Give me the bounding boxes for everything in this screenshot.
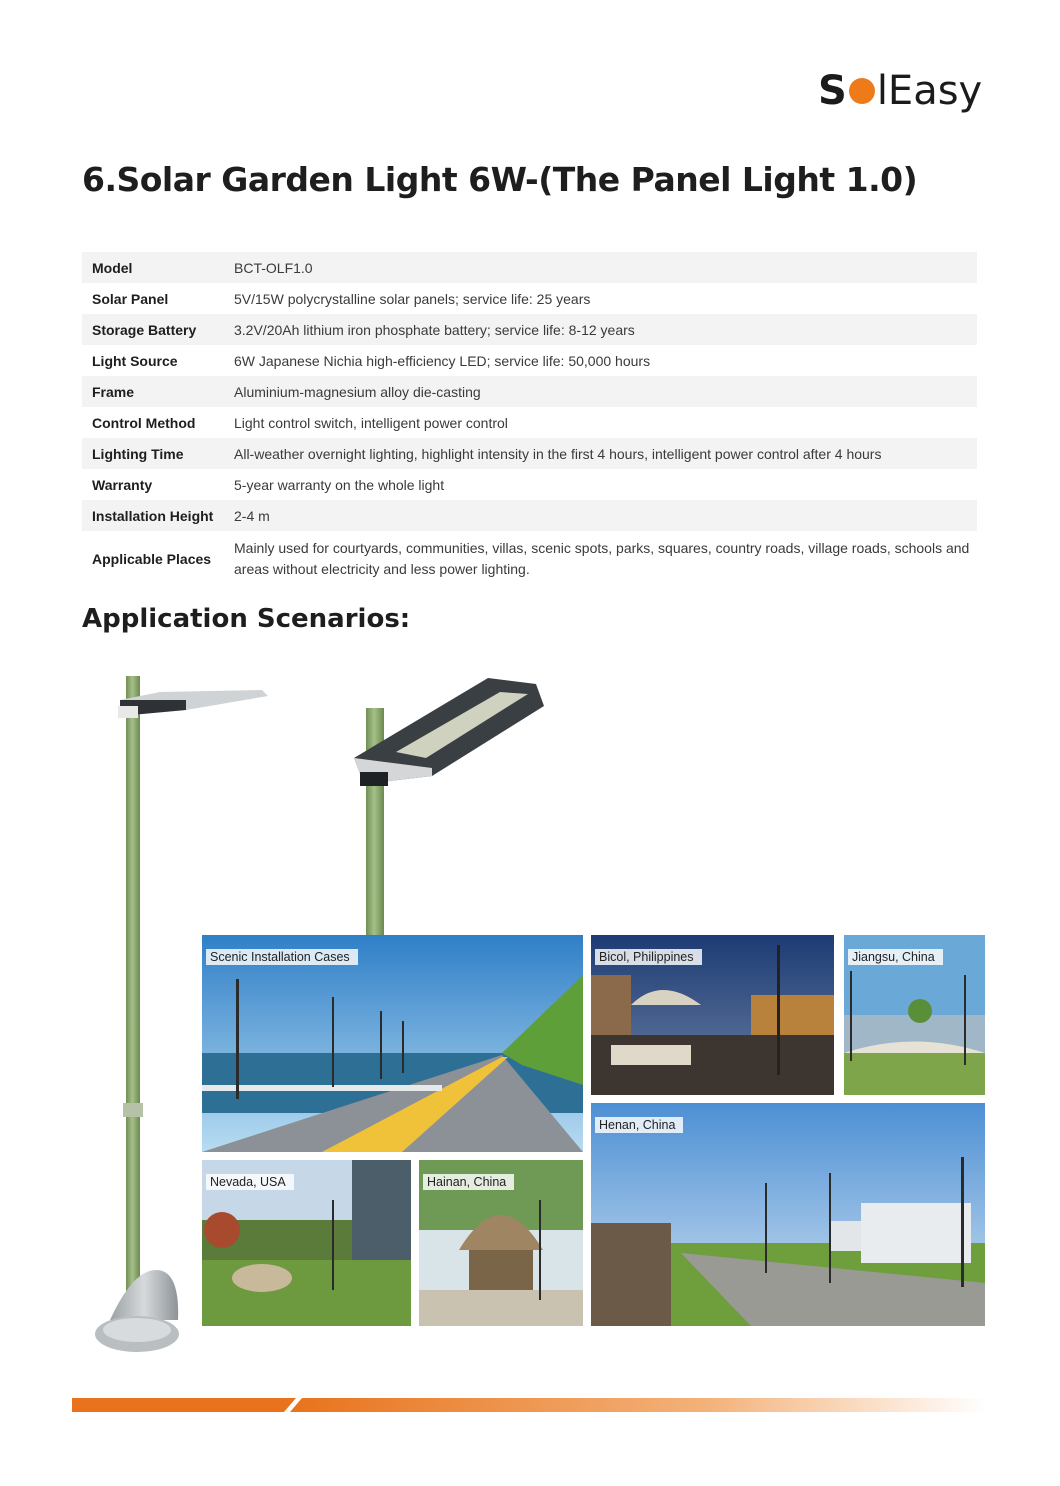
photo-caption: Bicol, Philippines xyxy=(595,949,702,965)
spec-row xyxy=(82,531,977,587)
spec-label: Frame xyxy=(82,376,224,407)
spec-label: Warranty xyxy=(92,476,153,493)
spec-row xyxy=(82,314,977,345)
logo-text-rest: lEasy xyxy=(876,68,983,114)
spec-row xyxy=(82,407,977,438)
spec-row xyxy=(82,438,977,469)
brand-logo xyxy=(818,66,982,116)
spec-row xyxy=(82,345,977,376)
spec-value: All-weather overnight lighting, highlight intensity in the first 4 hours, intelligent power control after 4 hours xyxy=(224,438,977,469)
spec-value: 3.2V/20Ah lithium iron phosphate battery; service life: 8-12 years xyxy=(224,314,977,345)
spec-label: Light Source xyxy=(92,352,178,369)
spec-value: 2-4 m xyxy=(224,500,977,531)
photo-bicol xyxy=(591,935,834,1095)
photo-caption: Hainan, China xyxy=(423,1174,514,1190)
spec-row xyxy=(82,500,977,531)
photo-caption: Jiangsu, China xyxy=(848,949,943,965)
footer-stripe xyxy=(72,1398,987,1412)
page-title: 6.Solar Garden Light 6W-(The Panel Light 1.0) xyxy=(82,160,918,199)
spec-value: Aluminium-magnesium alloy die-casting xyxy=(224,376,977,407)
spec-label: Storage Battery xyxy=(82,314,224,345)
spec-row xyxy=(82,252,977,283)
logo-sun-dot xyxy=(849,78,875,104)
section-title: Application Scenarios: xyxy=(82,604,411,634)
henan-village-image xyxy=(591,1103,985,1326)
spec-value: 5V/15W polycrystalline solar panels; service life: 25 years xyxy=(234,290,591,307)
photo-caption: Henan, China xyxy=(595,1117,683,1133)
spec-value: 5-year warranty on the whole light xyxy=(234,476,445,493)
spec-row xyxy=(82,469,977,500)
spec-value: BCT-OLF1.0 xyxy=(224,252,977,283)
photo-henan xyxy=(591,1103,985,1326)
panel-lamp-head-image xyxy=(350,672,550,940)
spec-row xyxy=(82,283,977,314)
logo-letter: S xyxy=(818,68,847,114)
spec-label: Model xyxy=(82,252,224,283)
spec-label: Solar Panel xyxy=(92,290,169,307)
spec-row xyxy=(82,376,977,407)
photo-hainan xyxy=(419,1160,583,1326)
spec-label: Applicable Places xyxy=(92,550,212,567)
spec-value: 6W Japanese Nichia high-efficiency LED; service life: 50,000 hours xyxy=(234,352,651,369)
spec-table xyxy=(82,252,977,587)
photo-caption: Scenic Installation Cases xyxy=(206,949,358,965)
photo-scenic xyxy=(202,935,583,1152)
spec-label: Control Method xyxy=(92,414,196,431)
photo-jiangsu xyxy=(844,935,985,1095)
spec-label: Lighting Time xyxy=(82,438,224,469)
photo-nevada xyxy=(202,1160,411,1326)
spec-value: Mainly used for courtyards, communities, villas, scenic spots, parks, squares, country roads, village roads, schools and areas without electricity and less power lighting. xyxy=(234,540,970,577)
spec-label: Installation Height xyxy=(82,500,224,531)
scenic-road-image xyxy=(202,935,583,1152)
spec-value: Light control switch, intelligent power control xyxy=(234,414,508,431)
photo-caption: Nevada, USA xyxy=(206,1174,294,1190)
